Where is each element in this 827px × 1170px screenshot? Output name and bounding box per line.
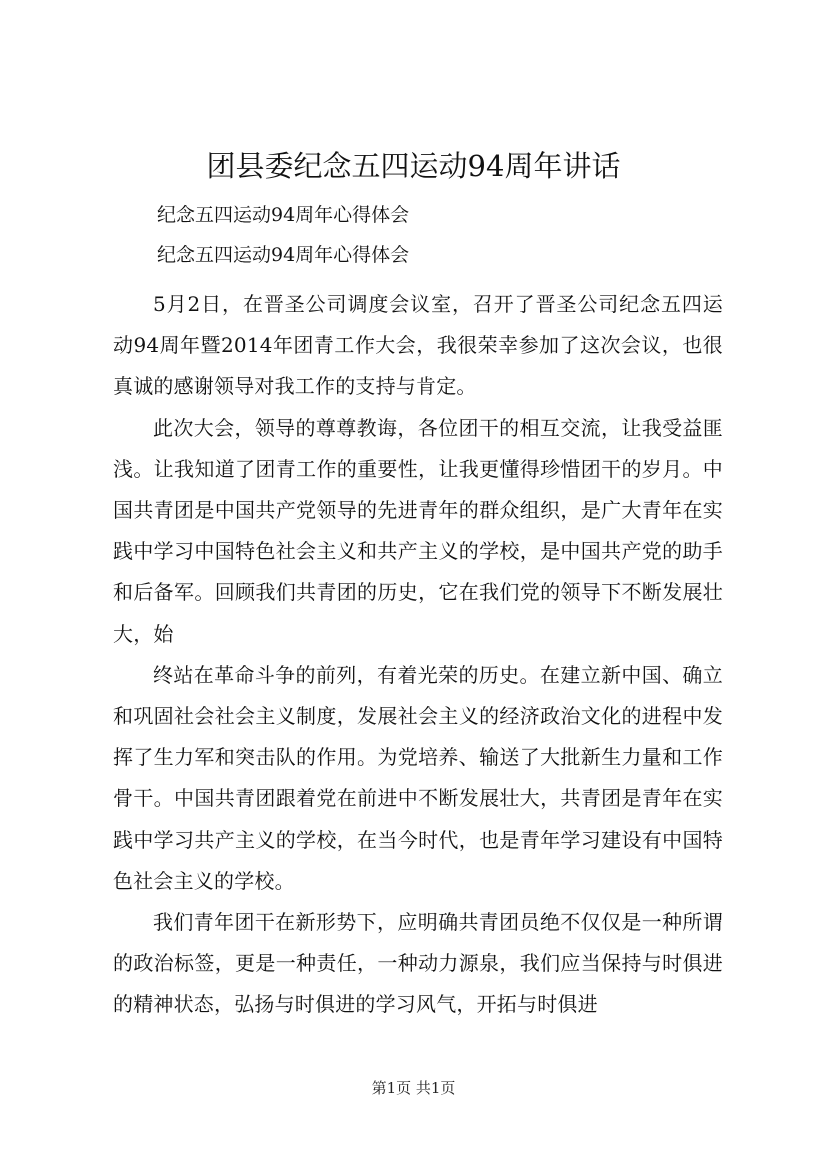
body-paragraph-1: 5月2日，在晋圣公司调度会议室，召开了晋圣公司纪念五四运动94周年暨2014年团青工作大会，我很荣幸参加了这次会议，也很真诚的感谢领导对我工作的支持与肯定。 xyxy=(113,292,723,399)
page-number-footer: 第1页 共1页 xyxy=(371,1079,456,1097)
subtitle-line-1: 纪念五四运动94周年心得体会 xyxy=(157,204,410,226)
document-body xyxy=(113,284,723,1026)
body-paragraph-2: 此次大会，领导的尊尊教诲，各位团干的相互交流，让我受益匪浅。让我知道了团青工作的重要性，让我更懂得珍惜团干的岁月。中国共青团是中国共产党领导的先进青年的群众组织，是广大青年在实践中学习中国特色社会主义和共产主义的学校，是中国共产党的助手和后备军。回顾我们共青团的历史，它在我们党的领导下不断发展壮大，始 xyxy=(113,415,723,646)
body-paragraph-4: 我们青年团干在新形势下，应明确共青团员绝不仅仅是一种所谓的政治标签，更是一种责任，一种动力源泉，我们应当保持与时俱进的精神状态，弘扬与时俱进的学习风气，开拓与时俱进 xyxy=(113,910,723,1017)
subtitle-line-2: 纪念五四运动94周年心得体会 xyxy=(157,244,410,266)
body-paragraph-3: 终站在革命斗争的前列，有着光荣的历史。在建立新中国、确立和巩固社会社会主义制度，发展社会主义的经济政治文化的进程中发挥了生力军和突击队的作用。为党培养、输送了大批新生力量和工作骨干。中国共青团跟着党在前进中不断发展壮大，共青团是青年在实践中学习共产主义的学校，在当今时代，也是青年学习建设有中国特色社会主义的学校。 xyxy=(113,662,723,893)
document-title: 团县委纪念五四运动94周年讲话 xyxy=(206,149,621,183)
